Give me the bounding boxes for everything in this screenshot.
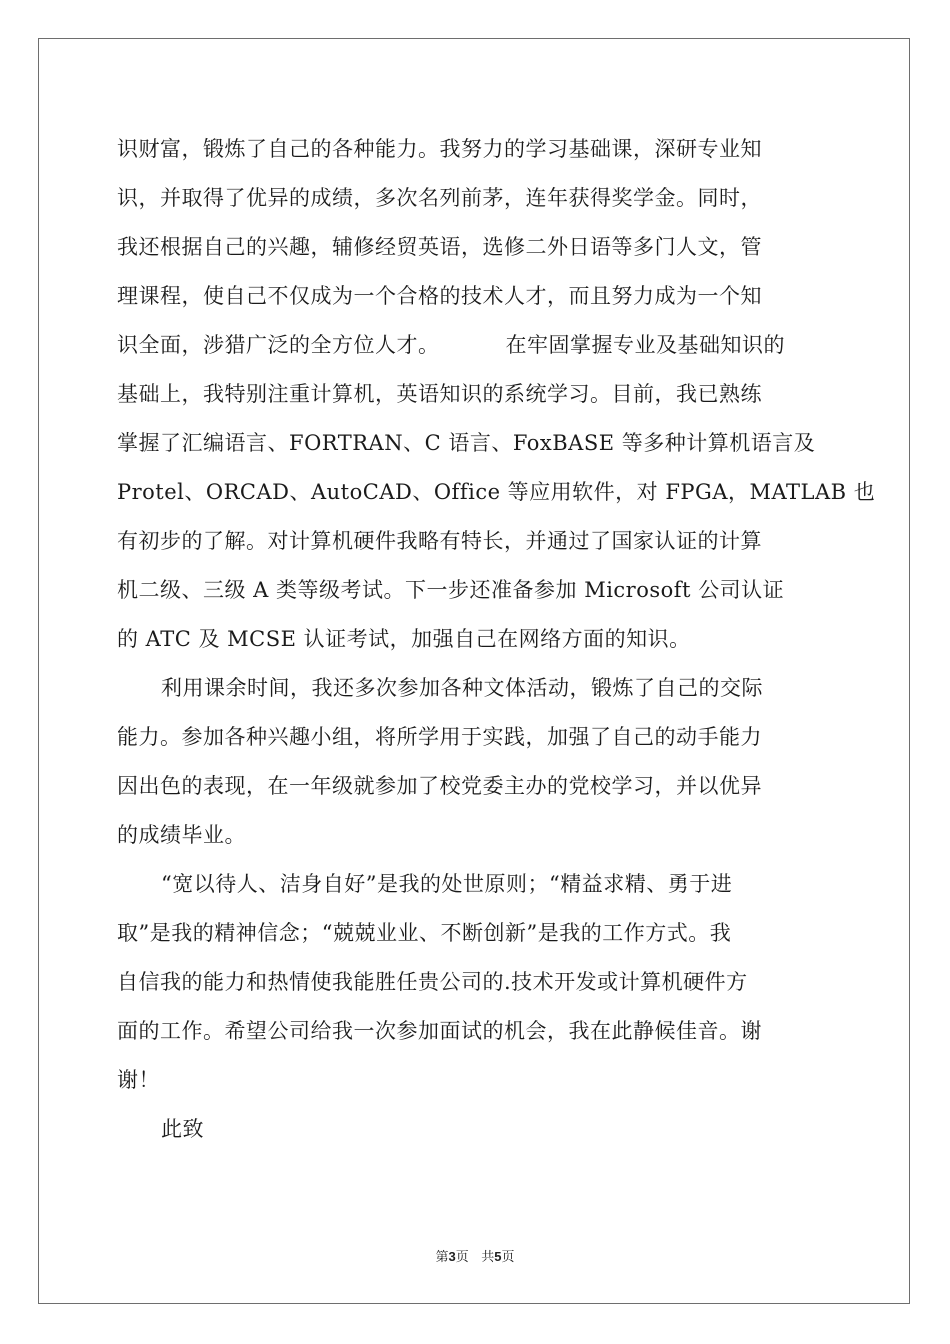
text-line: 面的工作。希望公司给我一次参加面试的机会，我在此静候佳音。谢 <box>117 1019 762 1043</box>
text-line: 自信我的能力和热情使我能胜任贵公司的.技术开发或计算机硬件方 <box>117 970 748 994</box>
page-number: 3 <box>448 1249 456 1264</box>
total-pages: 5 <box>494 1249 502 1264</box>
text-line: 的成绩毕业。 <box>117 823 246 847</box>
text-line: 的 ATC 及 MCSE 认证考试，加强自己在网络方面的知识。 <box>117 627 691 651</box>
text-line: 我还根据自己的兴趣，辅修经贸英语，选修二外日语等多门人文，管 <box>117 235 762 259</box>
text-line: 利用课余时间，我还多次参加各种文体活动，锻炼了自己的交际 <box>161 676 763 700</box>
total-suffix: 页 <box>501 1250 515 1265</box>
page-prefix: 第 <box>435 1250 449 1265</box>
total-prefix: 共 <box>481 1250 495 1265</box>
text-line: 取”是我的精神信念；“兢兢业业、不断创新”是我的工作方式。我 <box>117 921 732 945</box>
text-line: Protel、ORCAD、AutoCAD、Office 等应用软件，对 FPGA，MATLAB 也 <box>117 480 876 504</box>
text-line: 掌握了汇编语言、FORTRAN、C 语言、FoxBASE 等多种计算机语言及 <box>117 431 816 455</box>
page-footer <box>0 1246 950 1265</box>
closing-salutation: 此致 <box>161 1117 204 1141</box>
text-line: 谢！ <box>117 1068 160 1092</box>
text-line: 机二级、三级 A 类等级考试。下一步还准备参加 Microsoft 公司认证 <box>117 578 785 602</box>
text-line: “宽以待人、洁身自好”是我的处世原则；“精益求精、勇于进 <box>161 872 733 896</box>
page-suffix: 页 <box>455 1250 469 1265</box>
text-line: 识财富，锻炼了自己的各种能力。我努力的学习基础课，深研专业知 <box>117 137 762 161</box>
text-segment: 识全面，涉猎广泛的全方位人才。 <box>117 333 440 357</box>
text-line: 能力。参加各种兴趣小组，将所学用于实践，加强了自己的动手能力 <box>117 725 762 749</box>
text-line: 基础上，我特别注重计算机，英语知识的系统学习。目前，我已熟练 <box>117 382 762 406</box>
text-line: 识，并取得了优异的成绩，多次名列前茅，连年获得奖学金。同时， <box>117 186 762 210</box>
text-line: 因出色的表现，在一年级就参加了校党委主办的党校学习，并以优异 <box>117 774 762 798</box>
text-line <box>117 321 837 370</box>
text-segment: 在牢固掌握专业及基础知识的 <box>505 333 785 357</box>
text-line: 理课程，使自己不仅成为一个合格的技术人才，而且努力成为一个知 <box>117 284 762 308</box>
text-line: 有初步的了解。对计算机硬件我略有特长，并通过了国家认证的计算 <box>117 529 762 553</box>
letter-body <box>117 125 876 1154</box>
